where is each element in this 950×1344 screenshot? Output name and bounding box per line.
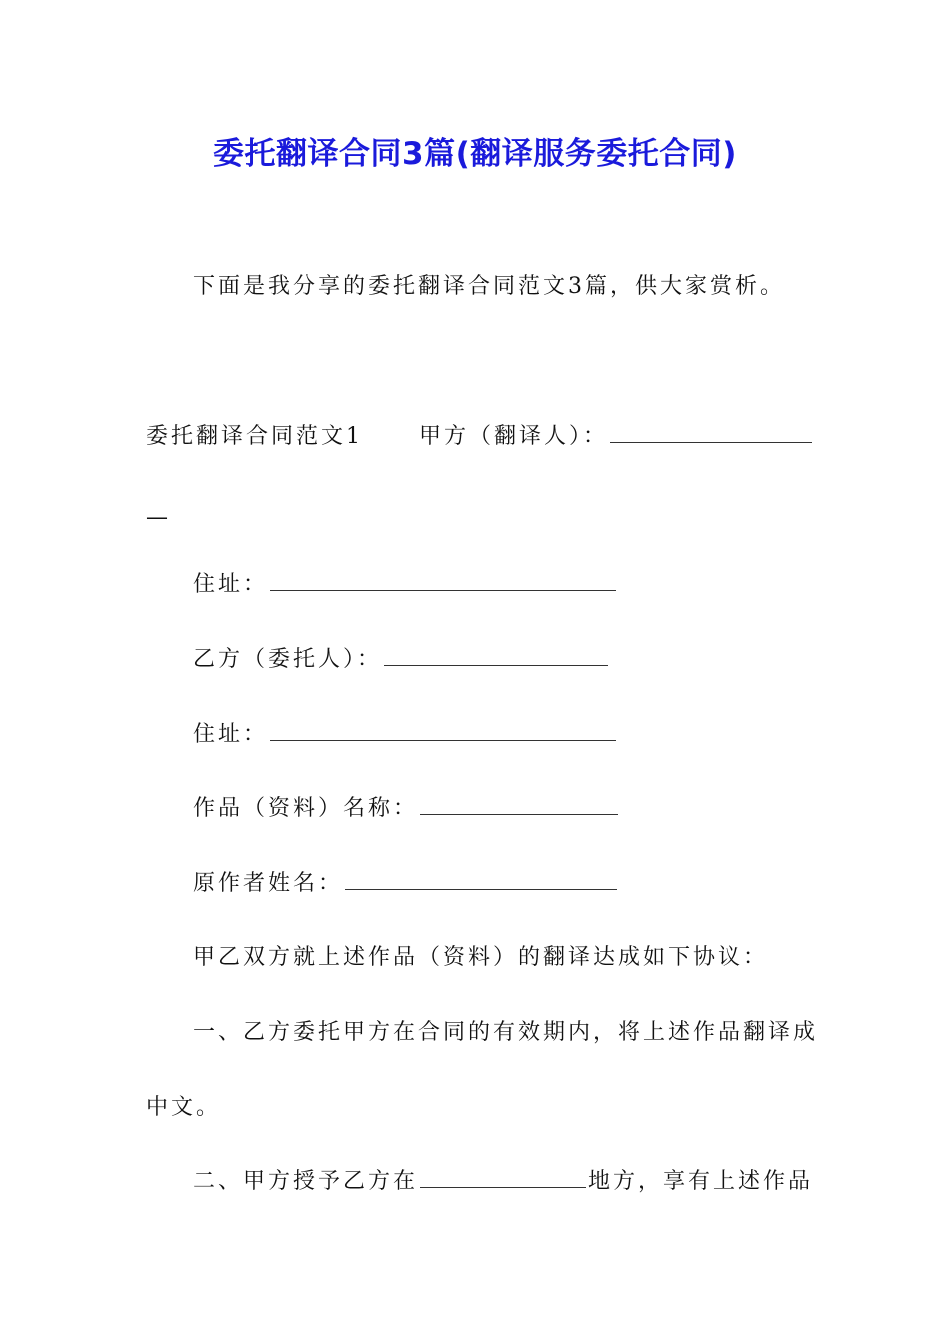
party-a-label: 甲方（翻译人）： <box>419 424 609 449</box>
address-b-blank <box>270 724 616 741</box>
address-b-label: 住址： <box>193 722 269 747</box>
work-name-label: 作品（资料）名称： <box>193 796 419 821</box>
clause-2-start: 二、甲方授予乙方在 <box>193 1169 419 1194</box>
agreement-intro: 甲乙双方就上述作品（资料）的翻译达成如下协议： <box>193 945 769 970</box>
clause-2-row <box>193 1167 813 1197</box>
address-a-label: 住址： <box>193 572 269 597</box>
clause-2-end: 地方，享有上述作品 <box>588 1169 814 1194</box>
clause-2-blank <box>420 1171 586 1188</box>
author-label: 原作者姓名： <box>193 871 344 896</box>
author-row <box>193 869 617 899</box>
party-b-blank <box>384 649 608 666</box>
clause-1-line-1: 一、乙方委托甲方在合同的有效期内，将上述作品翻译成 <box>193 1020 819 1045</box>
sample-heading: 委托翻译合同范文1 <box>146 424 363 449</box>
intro-paragraph: 下面是我分享的委托翻译合同范文3篇，供大家赏析。 <box>193 274 785 299</box>
work-name-row <box>193 794 618 824</box>
party-a-overflow: — <box>146 505 171 530</box>
party-a-blank <box>610 426 812 443</box>
address-b-row <box>193 720 616 750</box>
author-blank <box>345 873 617 890</box>
party-a-row <box>146 422 812 452</box>
party-b-row <box>193 645 608 675</box>
address-a-row <box>193 570 616 600</box>
document-title: 委托翻译合同3篇(翻译服务委托合同) <box>213 136 737 172</box>
party-b-label: 乙方（委托人）： <box>193 647 383 672</box>
address-a-blank <box>270 574 616 591</box>
clause-1-line-2: 中文。 <box>146 1095 222 1120</box>
work-name-blank <box>420 798 618 815</box>
